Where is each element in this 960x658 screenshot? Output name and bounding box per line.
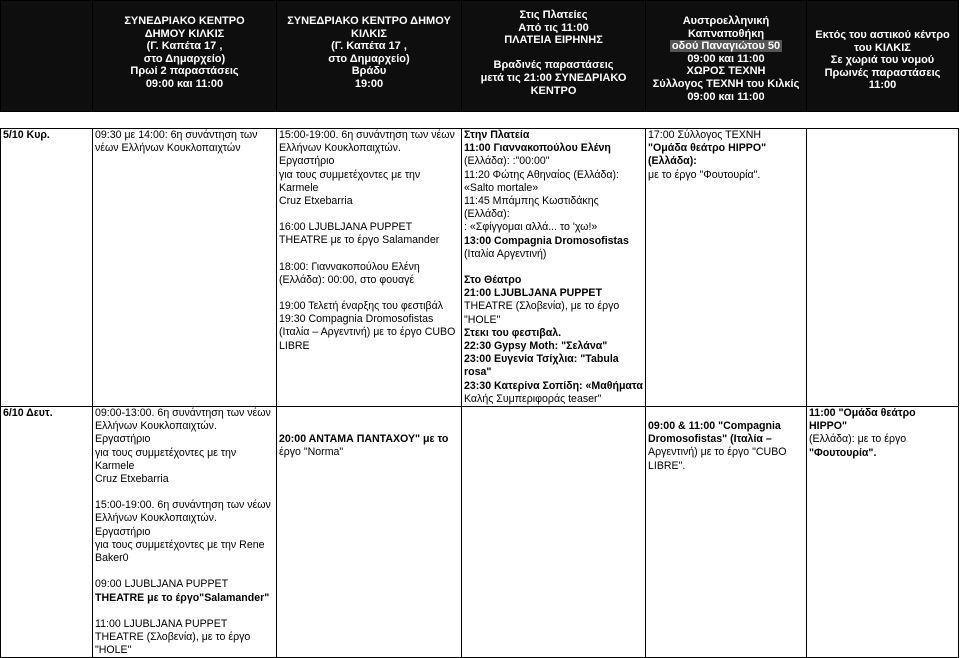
header-row: [1, 1, 959, 112]
day-label: 5/10 Κυρ.: [1, 129, 93, 407]
cell-day2-tobacco-warehouse: 09:00 & 11:00 "Compagnia Dromosofistas" (Ιταλία – Αργεντινή) με το έργο "CUBO LIBRE".: [646, 407, 807, 658]
cell-day1-morning: 09:30 με 14:00: 6η συνάντηση των νέων Ελλήνων Κουκλοπαιχτών: [93, 129, 277, 407]
cell-day1-tobacco-warehouse: 17:00 Σύλλογος ΤΕΧΝΗ "Ομάδα θεάτρο HIPPO" (Ελλάδα): με το έργο "Φουτουρία".: [646, 129, 807, 407]
header-villages: Εκτός του αστικού κέντρο του ΚΙΛΚΙΣ Σε χωριά του νομού Πρωινές παραστάσεις 11:00: [807, 1, 959, 112]
cell-day2-evening: 20:00 ΑΝΤΑΜΑ ΠΑΝΤΑΧΟΥ" με το έργο "Norma": [277, 407, 462, 658]
cell-day2-squares: [462, 407, 646, 658]
cell-day2-villages: 11:00 "Ομάδα θεάτρο HIPPO" (Ελλάδα): με το έργο "Φουτουρία".: [807, 407, 959, 658]
schedule-row-day2: [1, 407, 959, 658]
cell-day1-squares: Στην Πλατεία 11:00 Γιαννακοπούλου Ελένη (Ελλάδα): :"00:00" 11:20 Φώτης Αθηναίος (Ελλάδα): «Salto mortale» 11:45 Μπάμπης Κωστιδάκης (Ελλάδα): : «Σφίγγομαι αλλά... το 'χω!» 13:00 Compagnia Dromosofistas (Ιταλία Αργεντινή) Στο Θέατρο 21:00 LJUBLJANA PUPPET THEATRE (Σλοβενία), με το έργο "HOLE" Στεκι του φεστιβαλ. 22:30 Gypsy Moth: "Σελάνα" 23:00 Ευγενία Τσίχλια: "Tabula rosa" 23:30 Κατερίνα Σοπίδη: «Μαθήματα Καλής Συμπεριφοράς teaser": [462, 129, 646, 407]
cell-day1-evening: 15:00-19:00. 6η συνάντηση των νέων Ελλήνων Κουκλοπαιχτών. Εργαστήριο για τους συμμετέχοντες με την Karmele Cruz Etxebarria 16:00 LJUBLJANA PUPPET THEATRE με το έργο Salamander 18:00: Γιαννακοπούλου Ελένη (Ελλάδα): 00:00, στο φουαγέ 19:00 Τελετή έναρξης του φεστιβάλ 19:30 Compagnia Dromosofistas (Ιταλία – Αργεντινή) με το έργο CUBO LIBRE: [277, 129, 462, 407]
spacer-row: [1, 112, 959, 129]
header-corner: [1, 1, 93, 112]
header-venue-evening: ΣΥΝΕΔΡΙΑΚΟ ΚΕΝΤΡΟ ΔΗΜΟΥ ΚΙΛΚΙΣ (Γ. Καπέτα 17 , στο Δημαρχείο) Βράδυ 19:00: [277, 1, 462, 112]
header-squares: Στις Πλατείες Από τις 11:00 ΠΛΑΤΕΙΑ ΕΙΡΗΝΗΣ Βραδινές παραστάσεις μετά τις 21:00 ΣΥΝΕΔΡΙΑΚΟ ΚΕΝΤΡΟ: [462, 1, 646, 112]
header-venue-morning: ΣΥΝΕΔΡΙΑΚΟ ΚΕΝΤΡΟ ΔΗΜΟΥ ΚΙΛΚΙΣ (Γ. Καπέτα 17 , στο Δημαρχείο) Πρωί 2 παραστάσεις 09:00 και 11:00: [93, 1, 277, 112]
day-label: 6/10 Δευτ.: [1, 407, 93, 658]
address-highlight: οδού Παναγιώτου 50: [671, 40, 781, 53]
cell-day1-villages: [807, 129, 959, 407]
cell-day2-morning: 09:00-13:00. 6η συνάντηση των νέων Ελλήνων Κουκλοπαιχτών. Εργαστήριο για τους συμμετέχοντες με την Karmele Cruz Etxebarria 15:00-19:00. 6η συνάντηση των νέων Ελλήνων Κουκλοπαιχτών. Εργαστήριο για τους συμμετέχοντες με την Rene Baker0 09:00 LJUBLJANA PUPPET THEATRE με το έργο"Salamander" 11:00 LJUBLJANA PUPPET THEATRE (Σλοβενία), με το έργο "HOLE": [93, 407, 277, 658]
header-tobacco-warehouse: Αυστροελληνική Καπναποθήκη οδού Παναγιώτου 50 09:00 και 11:00 ΧΩΡΟΣ ΤΕΧΝΗ Σύλλογος ΤΕΧΝΗ του Κιλκίς 09:00 και 11:00: [646, 1, 807, 112]
schedule-row-day1: [1, 129, 959, 407]
